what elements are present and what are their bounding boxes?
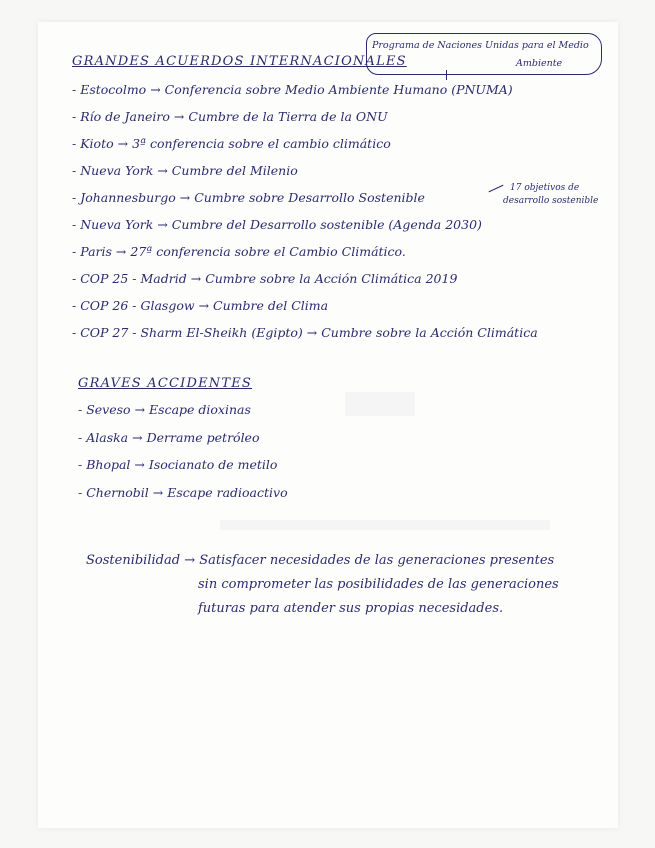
list-item: [72, 271, 457, 286]
item-place: COP 25 - Madrid: [80, 271, 187, 286]
arrow-symbol: →: [132, 429, 143, 445]
dash-symbol: -: [78, 402, 83, 417]
definition-line1: Satisfacer necesidades de las generaciones presentes: [199, 553, 555, 568]
item-event: Cumbre sobre Desarrollo Sostenible: [194, 190, 425, 205]
section-title-acuerdos: GRANDES ACUERDOS INTERNACIONALES: [72, 54, 407, 69]
arrow-symbol: →: [190, 271, 202, 286]
definition-term: Sostenibilidad: [86, 553, 181, 568]
list-item: [72, 109, 388, 124]
arrow-symbol: →: [179, 190, 191, 205]
item-event: 27ª conferencia sobre el Cambio Climático.: [130, 244, 406, 259]
item-event: Escape dioxinas: [149, 402, 251, 417]
item-event: Cumbre sobre la Acción Climática 2019: [205, 271, 458, 286]
item-event: Escape radioactivo: [167, 484, 288, 500]
list-item: [78, 430, 259, 445]
note-pointer: [446, 70, 447, 80]
item-place: COP 27 - Sharm El-Sheikh (Egipto): [80, 325, 303, 340]
item-place: COP 26 - Glasgow: [80, 298, 195, 313]
dash-symbol: -: [72, 325, 77, 340]
item-place: Bhopal: [86, 457, 131, 472]
side-note-line1: 17 objetivos de: [510, 183, 580, 193]
list-item: [72, 82, 513, 97]
item-place: Nueva York: [80, 217, 154, 232]
list-item: [78, 457, 277, 472]
arrow-symbol: →: [134, 457, 145, 472]
item-place: Paris: [80, 244, 112, 259]
dash-symbol: -: [72, 298, 77, 313]
arrow-symbol: →: [117, 136, 129, 151]
pnuma-note-line1: Programa de Naciones Unidas para el Medio: [372, 40, 589, 51]
item-event: Cumbre sobre la Acción Climática: [321, 325, 538, 340]
list-item: [78, 485, 288, 500]
section-title-accidentes: GRAVES ACCIDENTES: [78, 376, 253, 391]
list-item: [72, 298, 328, 313]
item-place: Alaska: [86, 429, 129, 445]
dash-symbol: -: [72, 271, 77, 286]
dash-symbol: -: [78, 484, 83, 500]
arrow-symbol: →: [134, 402, 146, 417]
dash-symbol: -: [78, 457, 83, 472]
item-place: Kioto: [80, 136, 114, 151]
list-item: [78, 402, 251, 417]
list-item: [72, 217, 482, 232]
bleed-through-mark: [345, 392, 415, 416]
dash-symbol: -: [72, 217, 77, 232]
side-note-line2: desarrollo sostenible: [503, 196, 599, 206]
dash-symbol: -: [72, 82, 77, 97]
arrow-symbol: →: [150, 82, 161, 97]
dash-symbol: -: [72, 163, 77, 178]
item-event: Cumbre de la Tierra de la ONU: [188, 109, 388, 124]
item-event: Cumbre del Clima: [213, 298, 329, 313]
item-place: Johannesburgo: [80, 190, 176, 205]
arrow-symbol: →: [152, 484, 164, 500]
item-event: Conferencia sobre Medio Ambiente Humano (PNUMA): [164, 82, 513, 97]
arrow-symbol: →: [198, 298, 210, 313]
arrow-symbol: →: [157, 163, 168, 178]
definition-term-line: [86, 553, 554, 568]
dash-symbol: -: [72, 136, 77, 151]
pnuma-note-line2: Ambiente: [516, 58, 563, 69]
list-item: [72, 136, 391, 151]
bleed-through-mark: [220, 520, 550, 530]
item-event: Cumbre del Milenio: [171, 163, 298, 178]
arrow-symbol: →: [306, 325, 318, 340]
dash-symbol: -: [72, 109, 77, 124]
item-event: Derrame petróleo: [146, 429, 260, 445]
arrow-symbol: →: [173, 109, 185, 124]
item-place: Chernobil: [86, 484, 149, 500]
item-event: 3ª conferencia sobre el cambio climático: [132, 136, 391, 151]
definition-line3: futuras para atender sus propias necesidades.: [198, 601, 504, 616]
item-place: Estocolmo: [80, 82, 147, 97]
dash-symbol: -: [72, 190, 77, 205]
item-place: Nueva York: [80, 163, 154, 178]
dash-symbol: -: [78, 429, 83, 445]
item-event: Cumbre del Desarrollo sostenible (Agenda 2030): [171, 217, 482, 232]
arrow-symbol: →: [157, 217, 168, 232]
list-item: [72, 325, 538, 340]
item-place: Seveso: [86, 402, 131, 417]
arrow-symbol: →: [184, 553, 196, 568]
list-item: [72, 190, 425, 205]
item-event: Isocianato de metilo: [148, 457, 278, 472]
list-item: [72, 244, 406, 259]
list-item: [72, 163, 298, 178]
definition-line2: sin comprometer las posibilidades de las generaciones: [198, 577, 559, 592]
arrow-symbol: →: [115, 244, 127, 259]
item-place: Río de Janeiro: [80, 109, 170, 124]
dash-symbol: -: [72, 244, 77, 259]
